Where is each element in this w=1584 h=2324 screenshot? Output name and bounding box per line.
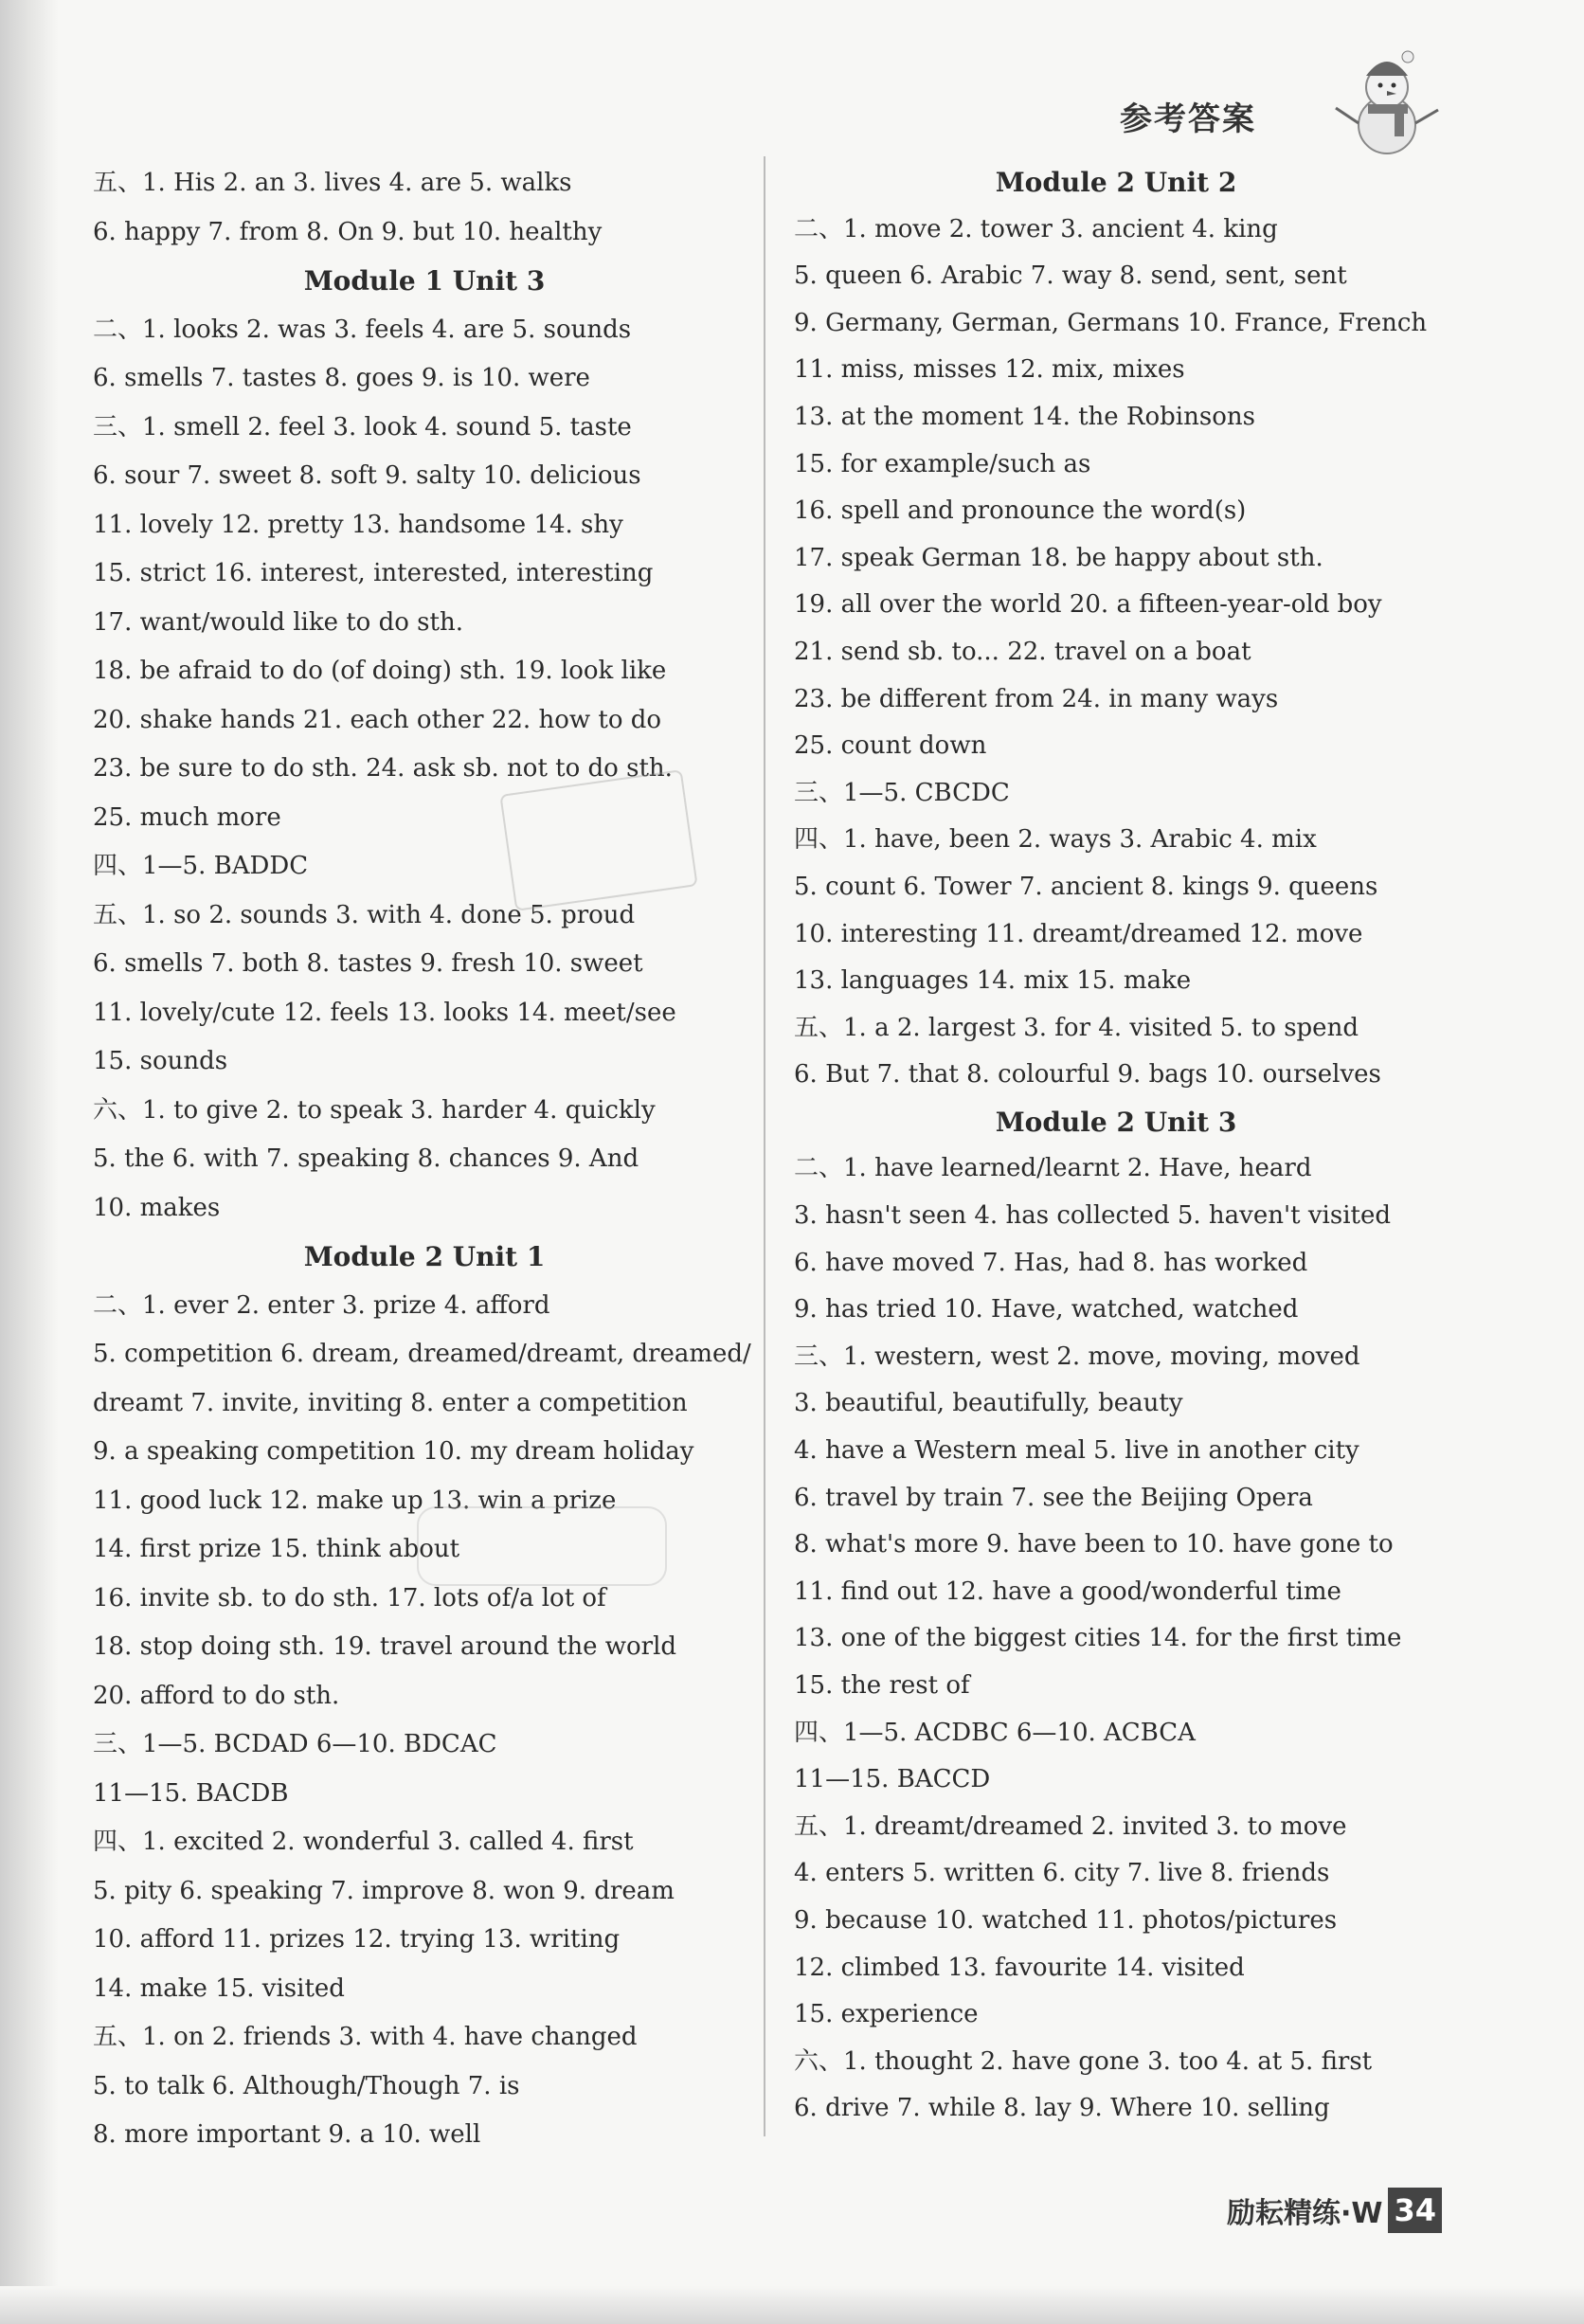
answer-line: 13. languages 14. mix 15. make xyxy=(794,966,1192,996)
answer-line: 15. sounds xyxy=(93,1047,228,1075)
right-column xyxy=(794,159,1438,2133)
answer-line: 6. drive 7. while 8. lay 9. Where 10. selling xyxy=(794,2094,1330,2123)
answer-line: 6. smells 7. both 8. tastes 9. fresh 10. sweet xyxy=(93,949,643,978)
answer-line: 10. makes xyxy=(93,1193,221,1222)
answer-line: 14. make 15. visited xyxy=(93,1973,345,2003)
answer-line: 17. speak German 18. be happy about sth. xyxy=(794,543,1323,572)
answer-line: 五、1. so 2. sounds 3. with 4. done 5. proud xyxy=(93,900,636,929)
answer-line: 四、1—5. BADDC xyxy=(93,852,309,880)
page-footer xyxy=(1227,2182,1442,2239)
answer-line: 5. count 6. Tower 7. ancient 8. kings 9. queens xyxy=(794,872,1378,901)
answer-line: 18. stop doing sth. 19. travel around the world xyxy=(93,1632,677,1661)
page-bottom-shadow xyxy=(0,2286,1584,2324)
answer-line: 5. the 6. with 7. speaking 8. chances 9. And xyxy=(93,1144,639,1173)
answer-line: 13. one of the biggest cities 14. for the first time xyxy=(794,1624,1402,1653)
answer-line: 9. has tried 10. Have, watched, watched xyxy=(794,1295,1299,1324)
answer-line: 二、1. looks 2. was 3. feels 4. are 5. sounds xyxy=(93,315,632,344)
answer-line: 11. find out 12. have a good/wonderful time xyxy=(794,1576,1341,1606)
section-heading: Module 2 Unit 1 xyxy=(303,1241,546,1272)
answer-line: 23. be sure to do sth. 24. ask sb. not to do sth. xyxy=(93,754,673,783)
answer-line: dreamt 7. invite, inviting 8. enter a competition xyxy=(93,1388,688,1417)
section-heading: Module 2 Unit 3 xyxy=(995,1106,1237,1138)
answer-line: 5. pity 6. speaking 7. improve 8. won 9. dream xyxy=(93,1876,675,1905)
answer-line: 四、1. have, been 2. ways 3. Arabic 4. mix xyxy=(794,825,1317,855)
answer-line: 5. competition 6. dream, dreamed/dreamt, dreamed/ xyxy=(93,1340,751,1368)
answer-line: 6. have moved 7. Has, had 8. has worked xyxy=(794,1248,1308,1277)
answer-line: 五、1. dreamt/dreamed 2. invited 3. to move xyxy=(794,1811,1347,1841)
snowman-icon xyxy=(1328,47,1442,161)
page-header xyxy=(1120,47,1442,152)
answer-line: 四、1—5. ACDBC 6—10. ACBCA xyxy=(794,1718,1196,1747)
answer-line: 4. have a Western meal 5. live in another city xyxy=(794,1436,1359,1466)
answer-line: 11—15. BACDB xyxy=(93,1778,289,1808)
answer-line: 8. what's more 9. have been to 10. have gone to xyxy=(794,1530,1394,1559)
answer-line: 25. count down xyxy=(794,731,987,761)
answer-line: 五、1. on 2. friends 3. with 4. have changed xyxy=(93,2023,638,2051)
answer-line: 4. enters 5. written 6. city 7. live 8. friends xyxy=(794,1859,1330,1888)
answer-line: 9. Germany, German, Germans 10. France, French xyxy=(794,308,1428,337)
column-divider xyxy=(764,156,765,2136)
answer-line: 五、1. a 2. largest 3. for 4. visited 5. to spend xyxy=(794,1013,1359,1042)
answer-line: 21. send sb. to... 22. travel on a boat xyxy=(794,637,1251,666)
answer-line: 6. travel by train 7. see the Beijing Opera xyxy=(794,1483,1313,1512)
answer-line: 六、1. to give 2. to speak 3. harder 4. quickly xyxy=(93,1095,656,1125)
page-number: 34 xyxy=(1388,2188,1442,2233)
answer-line: 14. first prize 15. think about xyxy=(93,1535,460,1563)
answer-line: 二、1. have learned/learnt 2. Have, heard xyxy=(794,1154,1312,1183)
answer-line: 六、1. thought 2. have gone 3. too 4. at 5. first xyxy=(794,2046,1373,2076)
answer-line: 11. lovely 12. pretty 13. handsome 14. shy xyxy=(93,510,623,539)
answer-line: 11. good luck 12. make up 13. win a prize xyxy=(93,1486,617,1515)
answer-line: 15. the rest of xyxy=(794,1671,970,1700)
answer-line: 17. want/would like to do sth. xyxy=(93,607,463,637)
answer-line: 13. at the moment 14. the Robinsons xyxy=(794,402,1255,431)
answer-line: 9. a speaking competition 10. my dream holiday xyxy=(93,1437,694,1466)
answer-line: 6. happy 7. from 8. On 9. but 10. healthy xyxy=(93,217,603,246)
footer-brand: 励耘精练·W xyxy=(1226,2197,1383,2230)
answer-line: 6. But 7. that 8. colourful 9. bags 10. ourselves xyxy=(794,1060,1381,1090)
answer-line: 25. much more xyxy=(93,802,281,832)
answer-line: 二、1. move 2. tower 3. ancient 4. king xyxy=(794,214,1278,243)
answer-line: 3. beautiful, beautifully, beauty xyxy=(794,1389,1183,1418)
answer-line: 三、1. smell 2. feel 3. look 4. sound 5. taste xyxy=(93,412,632,441)
page-title: 参考答案 xyxy=(1120,100,1256,138)
faint-watermark xyxy=(417,1506,667,1586)
answer-line: 12. climbed 13. favourite 14. visited xyxy=(794,1953,1245,1982)
answer-line: 10. afford 11. prizes 12. trying 13. writing xyxy=(93,1925,621,1954)
section-heading: Module 1 Unit 3 xyxy=(303,265,546,297)
answer-line: 5. to talk 6. Although/Though 7. is xyxy=(93,2071,520,2100)
answer-line: 11. miss, misses 12. mix, mixes xyxy=(794,355,1185,385)
answer-line: 8. more important 9. a 10. well xyxy=(93,2120,481,2149)
answer-line: 15. strict 16. interest, interested, interesting xyxy=(93,559,654,587)
answer-line: 15. experience xyxy=(794,2000,979,2029)
answer-line: 三、1—5. CBCDC xyxy=(794,778,1010,807)
answer-line: 二、1. ever 2. enter 3. prize 4. afford xyxy=(93,1290,550,1320)
section-heading: Module 2 Unit 2 xyxy=(995,167,1237,198)
answer-line: 五、1. His 2. an 3. lives 4. are 5. walks xyxy=(93,169,572,197)
answer-line: 19. all over the world 20. a fifteen-year-old boy xyxy=(794,590,1382,620)
answer-line: 15. for example/such as xyxy=(794,449,1091,478)
answer-line: 6. smells 7. tastes 8. goes 9. is 10. were xyxy=(93,364,590,392)
left-column xyxy=(93,159,756,2160)
answer-line: 6. sour 7. sweet 8. soft 9. salty 10. delicious xyxy=(93,461,641,490)
answer-line: 9. because 10. watched 11. photos/pictures xyxy=(794,1905,1338,1935)
answer-line: 3. hasn't seen 4. has collected 5. haven't visited xyxy=(794,1201,1391,1231)
answer-line: 5. queen 6. Arabic 7. way 8. send, sent, sent xyxy=(794,261,1347,291)
answer-line: 20. shake hands 21. each other 22. how to do xyxy=(93,705,662,734)
answer-line: 16. invite sb. to do sth. 17. lots of/a lot of xyxy=(93,1583,606,1612)
answer-line: 11—15. BACCD xyxy=(794,1765,991,1794)
page-edge-shadow xyxy=(0,0,59,2324)
answer-line: 四、1. excited 2. wonderful 3. called 4. first xyxy=(93,1828,634,1856)
answer-line: 20. afford to do sth. xyxy=(93,1681,340,1710)
answer-line: 18. be afraid to do (of doing) sth. 19. look like xyxy=(93,657,667,685)
answer-line: 10. interesting 11. dreamt/dreamed 12. move xyxy=(794,919,1363,948)
answer-line: 三、1. western, west 2. move, moving, moved xyxy=(794,1342,1360,1371)
answer-line: 11. lovely/cute 12. feels 13. looks 14. meet/see xyxy=(93,998,676,1027)
answer-line: 16. spell and pronounce the word(s) xyxy=(794,496,1247,526)
answer-line: 23. be different from 24. in many ways xyxy=(794,684,1279,713)
answer-line: 三、1—5. BCDAD 6—10. BDCAC xyxy=(93,1730,497,1758)
